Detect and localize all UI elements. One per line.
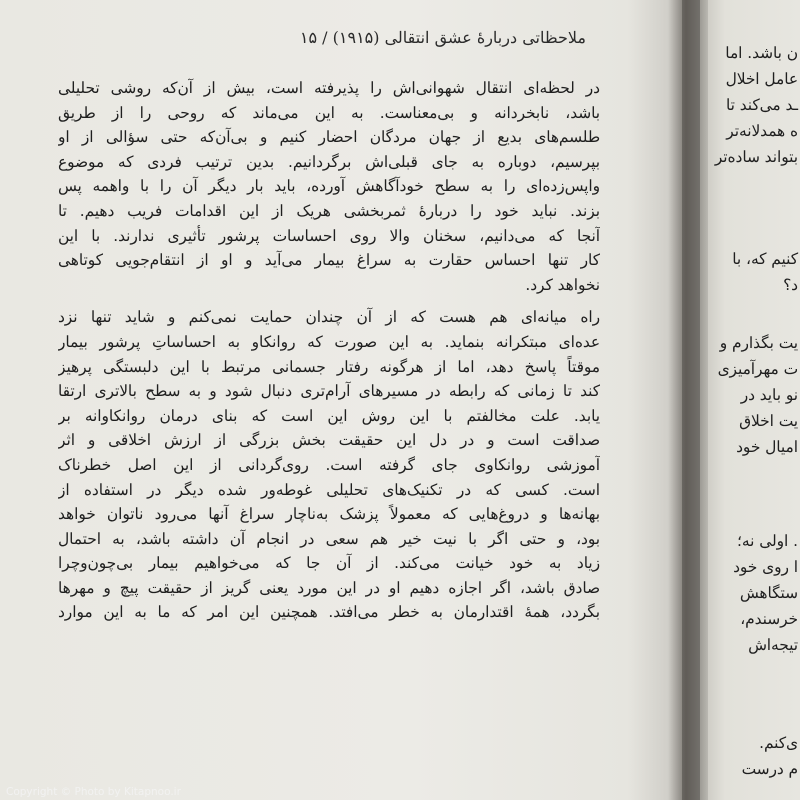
text-line: بود، و حتی اگر با نیت خیر هم سعی در انجام آن داشته باشد، به احتمال [58,529,600,548]
text-line: یابد. علت مخالفتم با این روش این است که بنای درمان روانکاوانه بر [58,406,600,425]
text-line: طلسم‌های بدیع از جهان مردگان احضار کنیم و بی‌آن‌که حتی سؤالی از او [58,128,600,147]
text-line: نخواهد کرد. [525,275,600,294]
text-line: واپس‌زده‌ای را به سطح خودآگاهش آورده، باید بار دیگر آن را با واهمه پس [58,177,600,196]
facing-line: ستگاهش [739,584,798,602]
text-line: موقتاً پاسخ دهد، اما از هرگونه رفتار جسمانی مرتبط با این دلبستگی پرهیز [58,357,600,376]
facing-line: نو باید در [740,386,798,404]
text-line: آنجا که می‌دانیم، سخنان والا روی احساسات پرشور تأثیری ندارند. با این [58,226,600,245]
facing-line: ی‌کنم. [759,734,798,752]
facing-line: ت مهرآمیزی [717,360,798,378]
text-line: در لحظه‌ای انتقال شهوانی‌اش را پذیرفته است، بیش از آن‌که روشی تحلیلی [58,79,600,97]
facing-line: ا روی خود [733,558,798,576]
text-line: آموزشی روانکاوی جای گرفته است. روی‌گردانی از این اصل خطرناک [58,455,600,474]
text-line: کند تا زمانی که رابطه در مسیرهای آرام‌تری دنبال شود و به سطح بالاتری ارتقا [58,382,600,401]
facing-line: بتواند ساده‌تر [714,148,798,166]
text-line: کار تنها احساس حقارت به سراغ بیمار می‌آید و او از انتقام‌جویی کوتاهی [58,251,600,270]
text-line: است. کسی که در تکنیک‌های تحلیلی غوطه‌ور شده دیگر در استفاده از [58,480,600,499]
facing-line: تیجه‌اش [748,636,798,654]
running-header: ملاحظاتی دربارهٔ عشق انتقالی (۱۹۱۵) / ۱۵ [299,28,586,47]
facing-line: کنیم که، با [732,250,798,268]
book-gutter-shadow [668,0,708,800]
text-line: بهانه‌ها و دروغ‌هایی که معمولاً پزشک به‌ناچار سراغ آنها می‌رود ناتوان خواهد [58,505,600,524]
facing-line: د؟ [783,276,798,294]
facing-line: خرسندم، [740,610,798,628]
text-line: عده‌ای مبتکرانه بنماید. به این صورت که روانکاو به احساساتِ پرشور بیمار [58,332,600,351]
facing-line: ـد می‌کند تا [725,96,798,114]
facing-line: یت اخلاق [739,412,798,430]
text-line: باشد، نابخردانه و بی‌معناست. به این می‌ماند که روحی را از طریق [58,103,600,122]
facing-line: امیال خود [736,438,798,456]
text-line: صادق باشد، اگر اجازه دهیم او در این مورد یعنی گریز از حقیقت پیچ و مهرها [58,578,600,597]
text-line: بزند. نباید خود را دربارهٔ ثمربخشی هریک از این اقدامات فریب دهیم. تا [58,201,600,220]
facing-line: یت بگذارم و [719,334,798,352]
text-line: بپرسیم، دوباره به جای قبلی‌اش برگردانیم. بدین ترتیب فردی که موضوع [58,152,600,171]
body-text [58,76,600,625]
facing-line: ن باشد. اما [725,44,798,62]
facing-line: . اولی نه؛ [737,532,798,550]
text-line: راه میانه‌ای هم هست که از آن چندان حمایت نمی‌کنم و شاید تنها نزد [58,308,600,327]
facing-line: ه همدلانه‌تر [726,122,798,140]
copyright-watermark: Copyright © Photo by Kitapnoo.ir [6,786,181,798]
facing-line: م درست [741,760,798,778]
book-page-facing [700,0,800,800]
text-line: زیاد به خود خیانت می‌کند. از آن جا که می‌خواهیم بیمار بی‌چون‌وچرا [58,554,600,573]
facing-line: عامل اخلال [725,70,798,88]
text-line: بگردد، همهٔ اقتدارمان به خطر می‌افتد. همچنین این امر که ما به این موارد [58,603,600,622]
text-line: صداقت است و در دل این حقیقت بخش بزرگی از ارزش اخلاقی و اثر [58,431,600,450]
